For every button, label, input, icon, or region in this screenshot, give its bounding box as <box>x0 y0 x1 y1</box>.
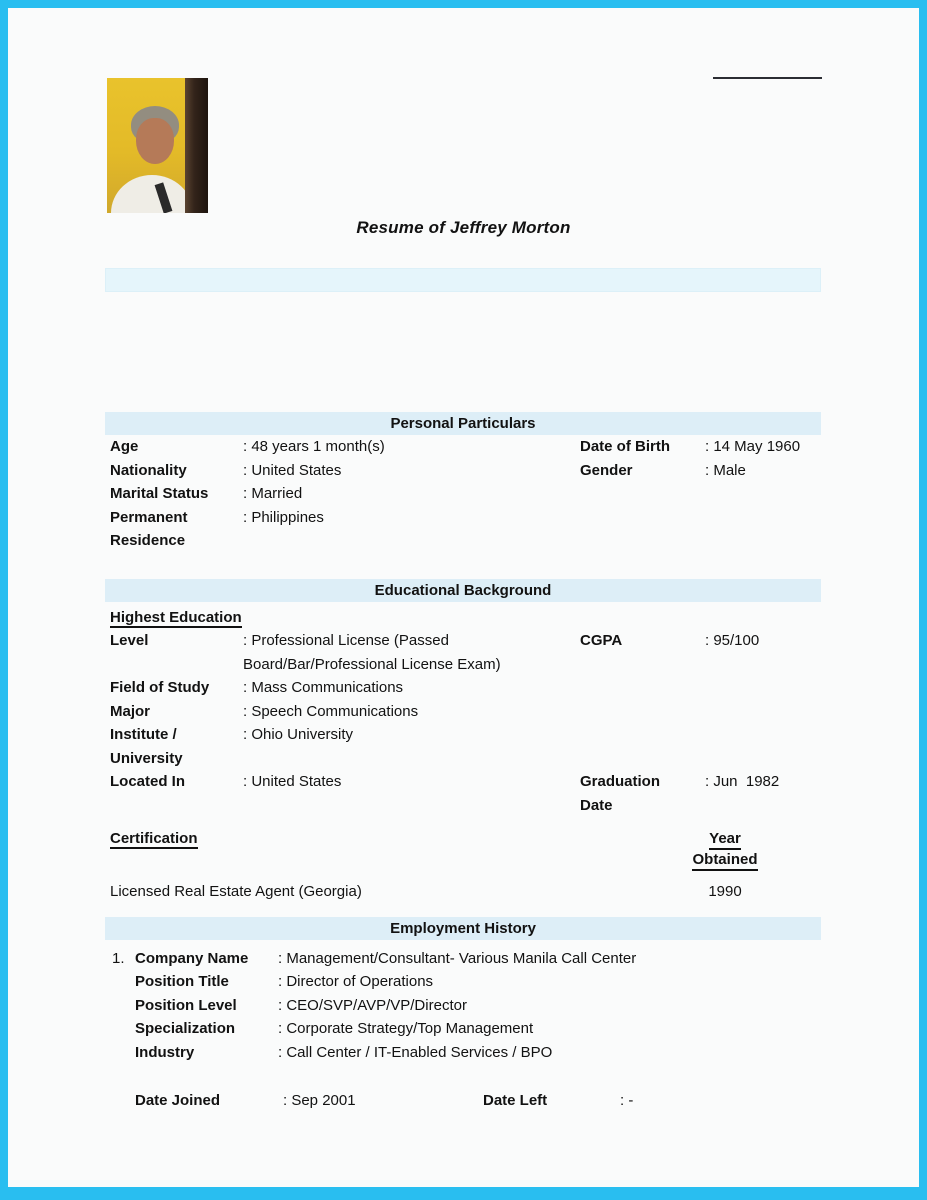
institute-label: Institute / University <box>110 726 183 767</box>
specialization-value: : Corporate Strategy/Top Management <box>278 1020 534 1037</box>
education-row-field <box>105 676 821 700</box>
nationality-label: Nationality <box>110 461 187 479</box>
employment-row-position-level <box>105 994 821 1018</box>
company-label: Company Name <box>135 949 249 967</box>
date-left-value: : - <box>620 1092 634 1109</box>
gender-label: Gender <box>580 461 633 479</box>
certification-heading: Certification <box>110 830 198 847</box>
blank-section-bar <box>105 268 821 292</box>
major-value: : Speech Communications <box>243 702 419 720</box>
personal-row-nationality <box>105 459 821 483</box>
level-label: Level <box>110 632 149 649</box>
level-value: : Professional License (Passed Board/Bar/Professional License Exam) <box>243 632 501 673</box>
education-row-located <box>105 770 821 817</box>
year-obtained-heading: Year Obtained <box>675 829 775 871</box>
photo-shirt <box>111 175 193 213</box>
resume-content <box>105 268 821 1113</box>
position-level-label: Position Level <box>135 996 237 1014</box>
marital-label: Marital Status <box>110 485 209 502</box>
residence-value: : Philippines <box>243 508 324 526</box>
top-right-rule <box>713 77 822 79</box>
age-value: : 48 years 1 month(s) <box>243 438 385 455</box>
page-title: Resume of Jeffrey Morton <box>356 218 571 237</box>
section-header-personal-particulars: Personal Particulars <box>105 412 821 435</box>
section-header-educational-background: Educational Background <box>105 579 821 602</box>
major-label: Major <box>110 702 151 720</box>
age-label: Age <box>110 438 139 455</box>
employment-row-specialization <box>105 1017 821 1041</box>
residence-label: Permanent Residence <box>110 508 188 549</box>
personal-row-age <box>105 435 821 459</box>
date-joined-label: Date Joined <box>135 1092 221 1109</box>
located-label: Located In <box>110 773 186 790</box>
graduation-label: Graduation Date <box>580 773 661 814</box>
industry-label: Industry <box>135 1043 195 1061</box>
resume-page <box>8 8 919 1187</box>
graduation-value: : Jun 1982 <box>705 773 780 790</box>
section-header-employment-history: Employment History <box>105 917 821 940</box>
field-label: Field of Study <box>110 679 210 696</box>
position-title-label: Position Title <box>135 973 229 990</box>
certification-heading-row <box>105 829 821 871</box>
institute-value: : Ohio University <box>243 726 354 743</box>
dob-label: Date of Birth <box>580 438 670 455</box>
employment-row-position-title <box>105 970 821 994</box>
industry-value: : Call Center / IT-Enabled Services / BPO <box>278 1043 553 1061</box>
photo-face <box>136 118 174 164</box>
education-row-institute <box>105 723 821 770</box>
entry-number: 1. <box>112 949 125 967</box>
located-value: : United States <box>243 773 342 790</box>
nationality-value: : United States <box>243 461 342 479</box>
certification-year: 1990 <box>708 883 742 900</box>
employment-row-dates <box>105 1089 821 1113</box>
education-row-level <box>105 629 821 676</box>
employment-row-company <box>105 947 821 971</box>
cgpa-label: CGPA <box>580 632 623 649</box>
certification-item <box>105 880 821 904</box>
personal-row-marital <box>105 482 821 506</box>
cgpa-value: : 95/100 <box>705 632 760 649</box>
profile-photo <box>107 78 208 213</box>
personal-row-residence <box>105 506 821 553</box>
employment-row-industry <box>105 1041 821 1065</box>
position-level-value: : CEO/SVP/AVP/VP/Director <box>278 996 467 1014</box>
highest-education-heading: Highest Education <box>110 608 242 626</box>
company-value: : Management/Consultant- Various Manila Call Center <box>278 949 637 967</box>
certification-name: Licensed Real Estate Agent (Georgia) <box>110 883 362 900</box>
gender-value: : Male <box>705 461 746 479</box>
field-value: : Mass Communications <box>243 679 404 696</box>
dob-value: : 14 May 1960 <box>705 438 801 455</box>
marital-value: : Married <box>243 485 303 502</box>
education-row-major <box>105 700 821 724</box>
specialization-label: Specialization <box>135 1020 236 1037</box>
date-joined-value: : Sep 2001 <box>283 1092 356 1109</box>
date-left-label: Date Left <box>483 1092 548 1109</box>
position-title-value: : Director of Operations <box>278 973 434 990</box>
photo-curtain <box>185 78 208 213</box>
